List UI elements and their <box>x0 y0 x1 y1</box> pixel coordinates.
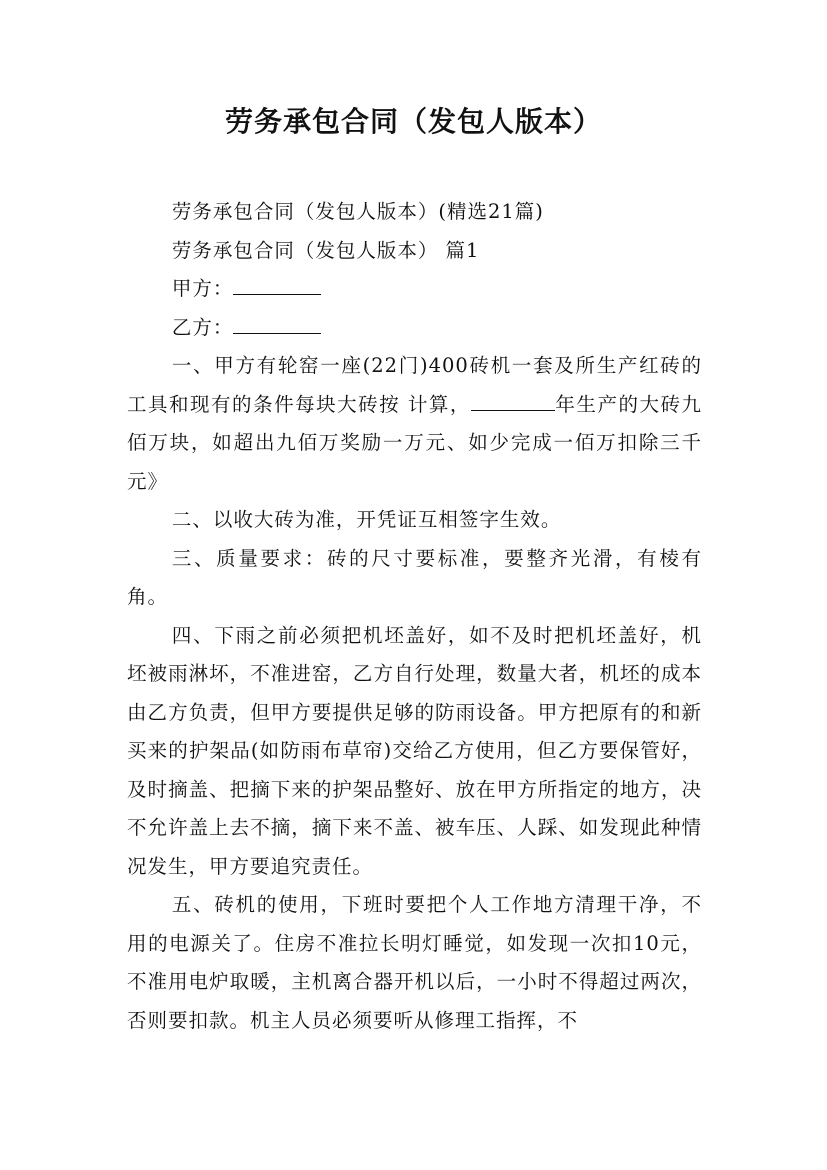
document-title: 劳务承包合同（发包人版本） <box>224 105 602 138</box>
party-b-line <box>127 309 702 348</box>
clause-1 <box>127 347 702 501</box>
party-b-blank <box>233 313 321 334</box>
document-body <box>127 193 702 1040</box>
party-a-line <box>127 270 702 309</box>
party-b-label: 乙方： <box>171 315 234 339</box>
section-heading: 劳务承包合同（发包人版本） 篇1 <box>171 238 480 262</box>
clause-1-blank <box>471 390 555 411</box>
party-a-label: 甲方： <box>171 277 234 300</box>
party-a-blank <box>233 274 321 295</box>
clause-1-text-a: 一、甲方有轮窑一座(22门)400砖机一套及所生产红砖的工具和现有的条件每块大砖按 计算， <box>127 354 702 416</box>
clause-2: 二、以收大砖为准，开凭证互相签字生效。 <box>171 508 562 531</box>
clause-3: 三、质量要求：砖的尺寸要标准，要整齐光滑，有棱有角。 <box>127 546 702 608</box>
document-subtitle: 劳务承包合同（发包人版本）(精选21篇) <box>171 200 544 223</box>
clause-4: 四、下雨之前必须把机坯盖好，如不及时把机坯盖好，机坯被雨淋坏，不准进窑，乙方自行处理，数量大者，机坯的成本由乙方负责，但甲方要提供足够的防雨设备。甲方把原有的和新买来的护架品(如防雨布草帘)交给乙方使用，但乙方要保管好，及时摘盖、把摘下来的护架品整好、放在甲方所指定的地方，决不允许盖上去不摘，摘下来不盖、被车压、人踩、如发现此种情况发生，甲方要追究责任。 <box>127 623 702 878</box>
clause-5: 五、砖机的使用，下班时要把个人工作地方清理干净，不用的电源关了。住房不准拉长明灯睡觉，如发现一次扣10元，不准用电炉取暖，主机离合器开机以后，一小时不得超过两次，否则要扣款。机主人员必须要听从修理工指挥，不 <box>127 893 702 1032</box>
clause-1-text-b: 年生产的大砖九佰万块，如超出九佰万奖励一万元、如少完成一佰万扣除三千元》 <box>127 392 702 493</box>
